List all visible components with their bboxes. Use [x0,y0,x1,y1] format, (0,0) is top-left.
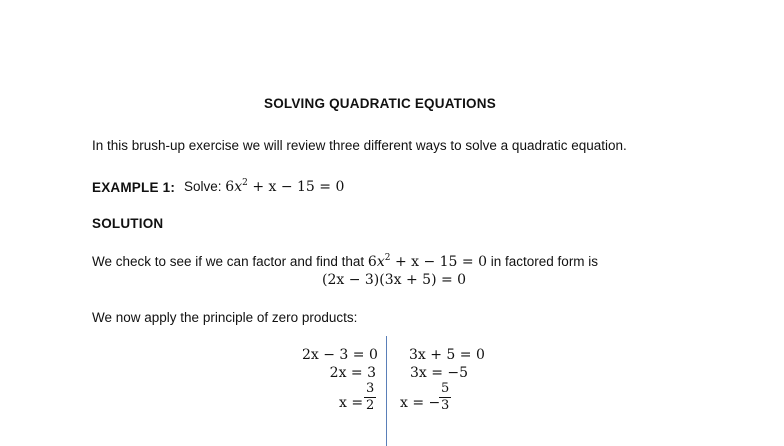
right-denominator: 3 [441,397,450,413]
solution-heading: SOLUTION [92,216,164,231]
right-equation-line2: 3x = −5 [410,365,469,381]
factor-sentence: We check to see if we can factor and find that $6x^2 + x - 15 = 0$ in factored form is [92,253,599,270]
example-label: EXAMPLE 1: [92,180,176,195]
solve-prefix: Solve: [184,179,222,194]
example-problem [184,180,344,194]
right-x-prefix: x = − [400,395,441,411]
factor-equation: $6x^2 + x - 15 = 0$ [367,253,487,270]
column-divider [386,336,387,446]
right-equation-line1: 3x + 5 = 0 [409,347,485,363]
left-numerator: 3 [366,381,375,396]
left-denominator: 2 [366,397,375,413]
example-equation: $6x^2 + x - 15 = 0$ [225,178,345,195]
left-equation-line1: 2x − 3 = 0 [302,347,378,363]
left-fraction [364,382,376,412]
page-title: SOLVING QUADRATIC EQUATIONS [264,96,496,111]
right-numerator: 5 [441,381,450,396]
zero-products-sentence: We now apply the principle of zero products: [92,310,358,325]
left-x-prefix: x = [339,395,364,411]
intro-paragraph: In this brush-up exercise we will review three different ways to solve a quadratic equation. [92,138,627,153]
factored-form-equation: (2x − 3)(3x + 5) = 0 [322,272,467,288]
right-fraction [439,382,451,412]
left-equation-line2: 2x = 3 [329,365,376,381]
